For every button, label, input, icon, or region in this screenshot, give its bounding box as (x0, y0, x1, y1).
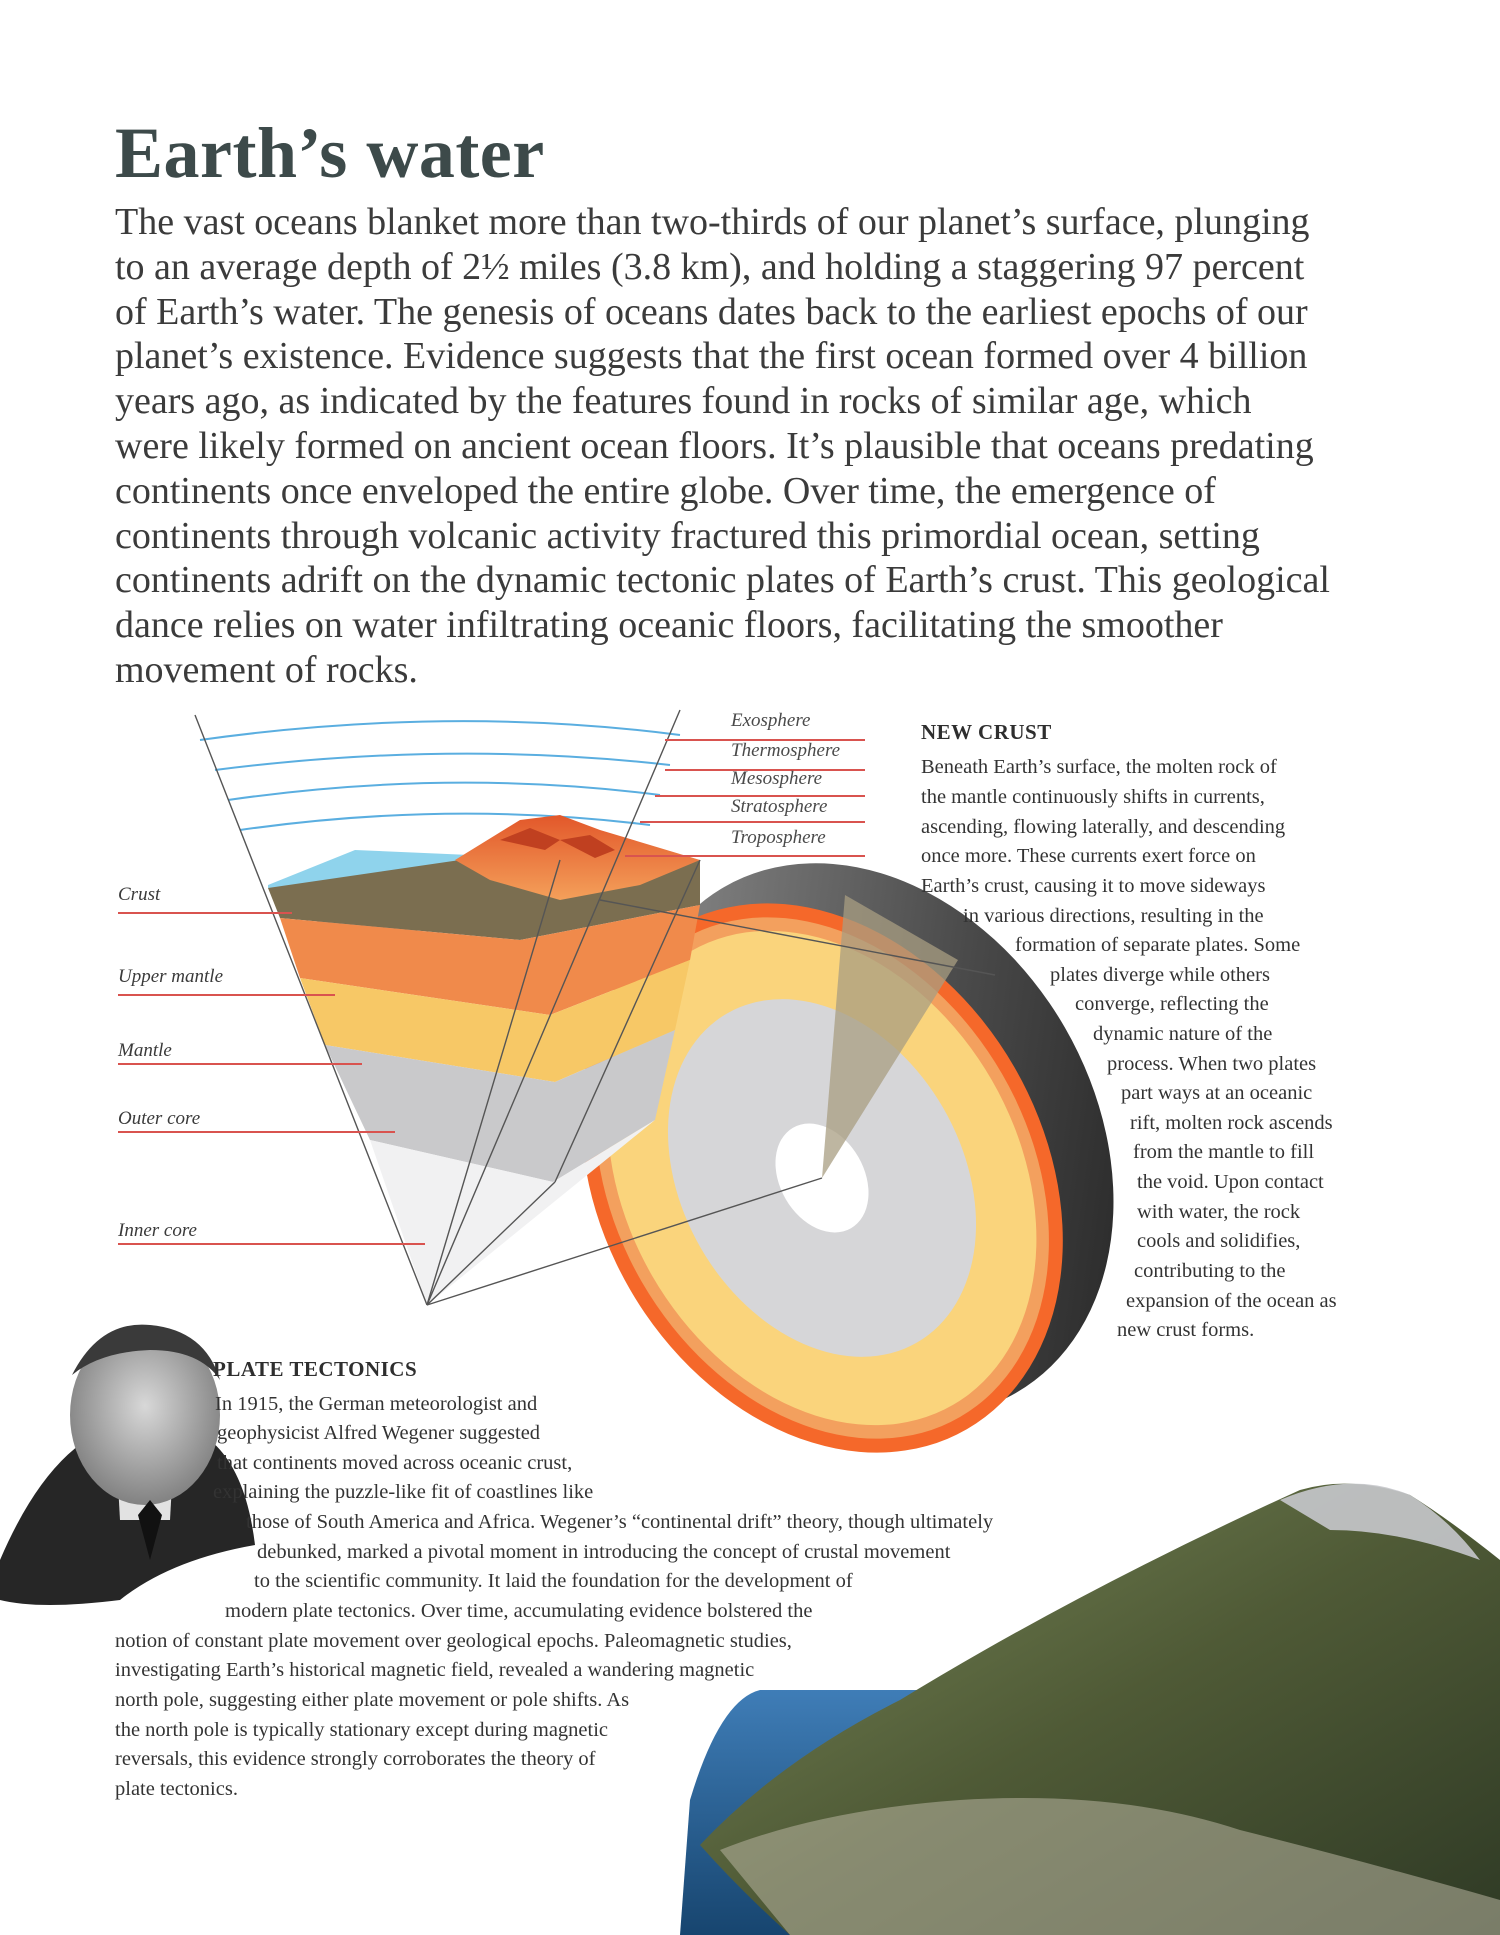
label-stratosphere: Stratosphere (731, 796, 828, 817)
intro-line: movement of rocks. (115, 648, 418, 691)
intro-line: dance relies on water infiltrating oceanic floors, facilitating the smoother (115, 604, 1223, 647)
new-crust-line: part ways at an oceanic (1121, 1082, 1313, 1104)
new-crust-line: new crust forms. (1117, 1319, 1255, 1341)
label-mantle: Mantle (118, 1040, 172, 1061)
new-crust-line: from the mantle to fill (1133, 1141, 1315, 1163)
new-crust-line: the mantle continuously shifts in currents, (921, 786, 1265, 808)
new-crust-line: plates diverge while others (1050, 964, 1270, 986)
new-crust-line: rift, molten rock ascends (1130, 1112, 1333, 1134)
new-crust-line: ascending, flowing laterally, and descending (921, 816, 1286, 838)
label-troposphere: Troposphere (731, 827, 826, 848)
plate-tectonics-line: geophysicist Alfred Wegener suggested (217, 1422, 541, 1444)
label-inner-core: Inner core (118, 1220, 197, 1241)
plate-tectonics-line: debunked, marked a pivotal moment in introducing the concept of crustal movement (257, 1541, 951, 1563)
new-crust-line: converge, reflecting the (1075, 993, 1269, 1015)
plate-tectonics-line: modern plate tectonics. Over time, accumulating evidence bolstered the (225, 1600, 813, 1622)
plate-tectonics-line: that continents moved across oceanic crust, (217, 1452, 573, 1474)
new-crust-line: Beneath Earth’s surface, the molten rock of (921, 756, 1277, 778)
plate-tectonics-line: notion of constant plate movement over geological epochs. Paleomagnetic studies, (115, 1630, 792, 1652)
atmosphere-arcs (200, 721, 680, 830)
plate-tectonics-line: plate tectonics. (115, 1778, 238, 1800)
new-crust-heading: NEW CRUST (921, 720, 1052, 744)
intro-line: were likely formed on ancient ocean floors. It’s plausible that oceans predating (115, 424, 1314, 467)
plate-tectonics-line: investigating Earth’s historical magnetic field, revealed a wandering magnetic (115, 1659, 755, 1681)
label-mesosphere: Mesosphere (731, 768, 823, 789)
intro-line: continents through volcanic activity fractured this primordial ocean, setting (115, 514, 1260, 557)
label-exosphere: Exosphere (731, 710, 811, 731)
plate-tectonics-line: those of South America and Africa. Wegener’s “continental drift” theory, though ultimately (246, 1511, 994, 1533)
new-crust-line: cools and solidifies, (1137, 1230, 1301, 1252)
intro-line: continents once enveloped the entire globe. Over time, the emergence of (115, 469, 1216, 512)
plate-tectonics-line: reversals, this evidence strongly corroborates the theory of (115, 1748, 596, 1770)
plate-tectonics-line: to the scientific community. It laid the foundation for the development of (254, 1570, 853, 1592)
intro-line: of Earth’s water. The genesis of oceans dates back to the earliest epochs of our (115, 290, 1308, 333)
new-crust-line: contributing to the (1134, 1260, 1286, 1282)
new-crust-line: the void. Upon contact (1137, 1171, 1324, 1193)
new-crust-line: with water, the rock (1137, 1201, 1301, 1223)
new-crust-line: in various directions, resulting in the (963, 905, 1264, 927)
intro-line: The vast oceans blanket more than two-thirds of our planet’s surface, plunging (115, 201, 1310, 243)
new-crust-line: formation of separate plates. Some (1015, 934, 1301, 956)
plate-tectonics-line: explaining the puzzle-like fit of coastlines like (213, 1481, 594, 1503)
new-crust-line: expansion of the ocean as (1126, 1290, 1337, 1312)
label-upper-mantle: Upper mantle (118, 966, 224, 987)
label-outer-core: Outer core (118, 1108, 201, 1129)
intro-line: to an average depth of 2½ miles (3.8 km), and holding a staggering 97 percent (115, 245, 1305, 288)
label-thermosphere: Thermosphere (731, 740, 841, 761)
new-crust-line: dynamic nature of the (1093, 1023, 1273, 1045)
new-crust-line: Earth’s crust, causing it to move sideways (921, 875, 1266, 897)
plate-tectonics-line: north pole, suggesting either plate movement or pole shifts. As (115, 1689, 630, 1711)
intro-line: continents adrift on the dynamic tectonic plates of Earth’s crust. This geological (115, 559, 1330, 602)
new-crust-line: process. When two plates (1107, 1053, 1317, 1075)
plate-tectonics-heading: PLATE TECTONICS (213, 1357, 418, 1381)
plate-tectonics-line: In 1915, the German meteorologist and (215, 1393, 538, 1415)
label-crust: Crust (118, 884, 161, 905)
intro-line: years ago, as indicated by the features found in rocks of similar age, which (115, 380, 1252, 423)
page-title: Earth’s water (115, 113, 545, 193)
new-crust-line: once more. These currents exert force on (921, 845, 1256, 867)
plate-tectonics-line: the north pole is typically stationary except during magnetic (115, 1719, 609, 1741)
intro-line: planet’s existence. Evidence suggests that the first ocean formed over 4 billion (115, 335, 1308, 378)
